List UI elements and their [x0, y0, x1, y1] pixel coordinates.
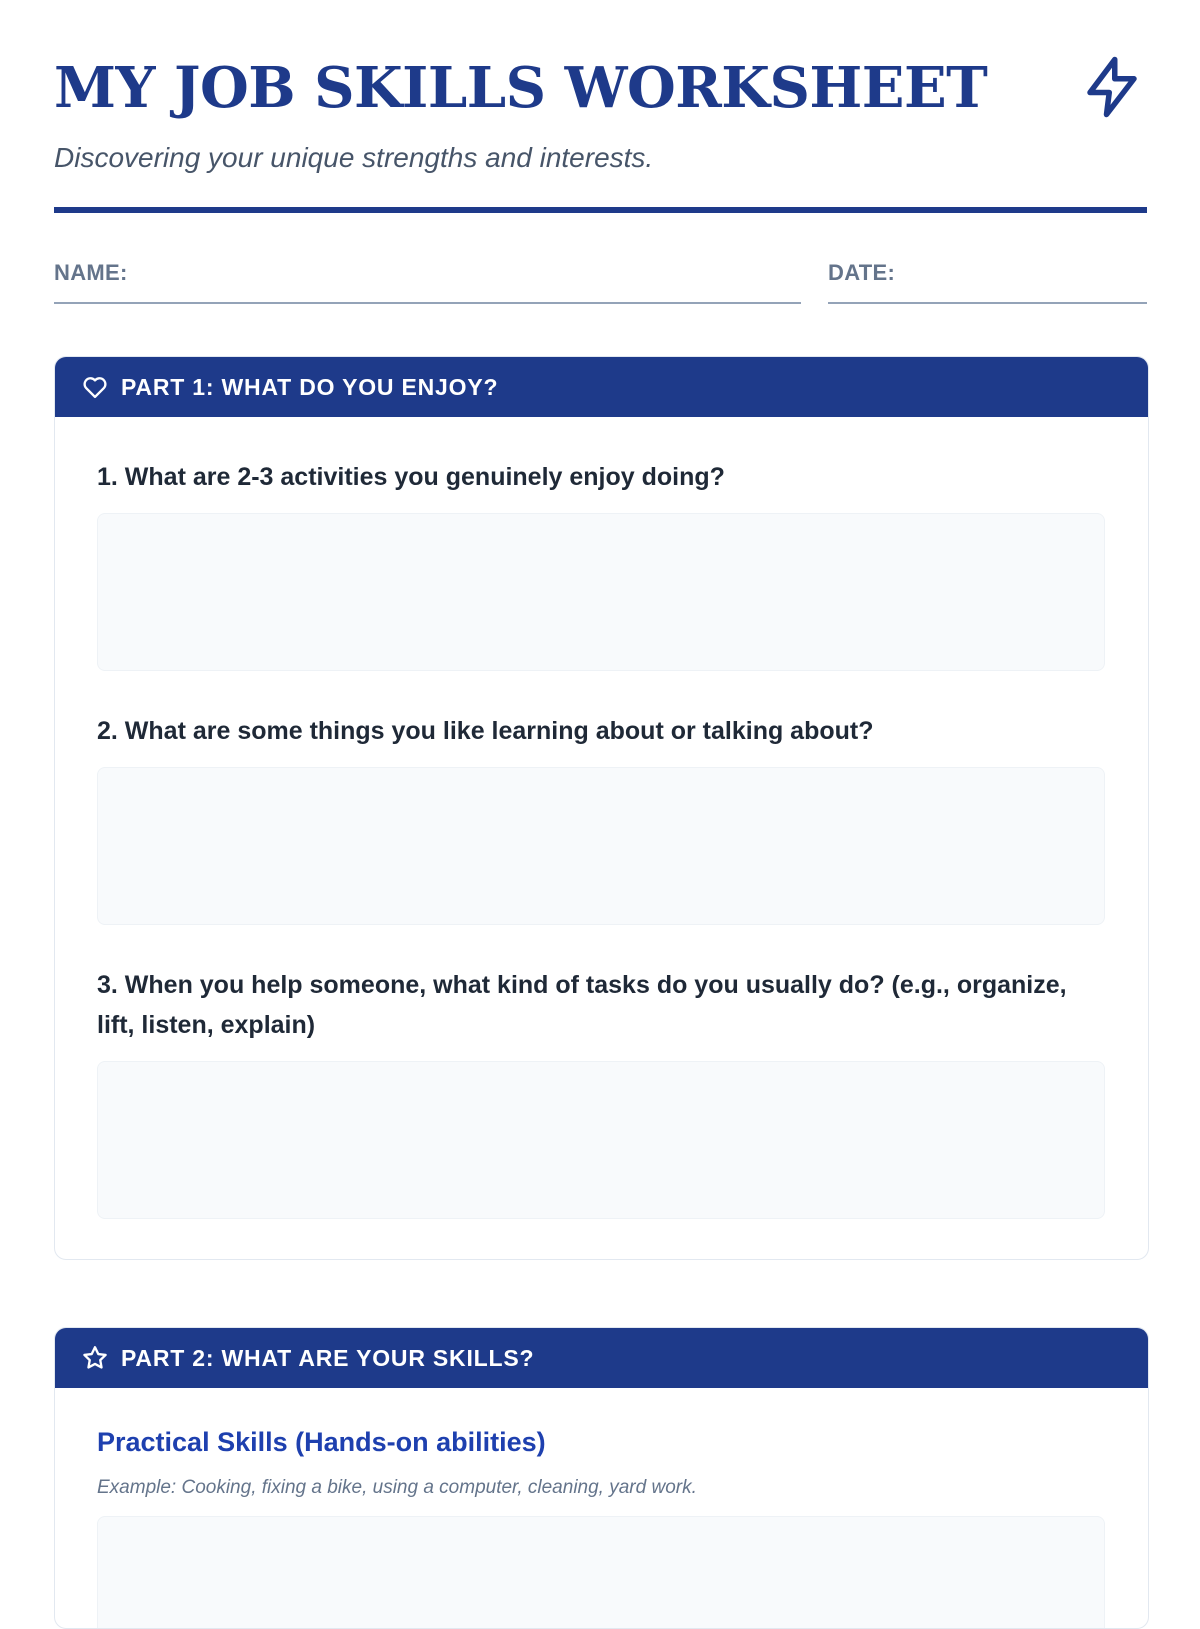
part2-title: PART 2: WHAT ARE YOUR SKILLS?: [121, 1345, 535, 1371]
question-2: 2. What are some things you like learning about or talking about?: [97, 717, 874, 745]
part2-section: [54, 1327, 1149, 1629]
heart-icon: [81, 373, 109, 401]
question-1: 1. What are 2-3 activities you genuinely enjoy doing?: [97, 463, 725, 491]
answer-box-3[interactable]: [97, 1061, 1105, 1219]
date-field[interactable]: [828, 250, 1147, 304]
worksheet-page: [54, 0, 1147, 1498]
answer-box-1[interactable]: [97, 513, 1105, 671]
part1-title: PART 1: WHAT DO YOU ENJOY?: [121, 374, 499, 400]
name-label: NAME:: [54, 260, 128, 285]
page-title: MY JOB SKILLS WORKSHEET: [54, 55, 988, 121]
star-icon: [81, 1344, 109, 1372]
lightning-bolt-icon: [1079, 54, 1145, 120]
worksheet-header: [54, 0, 1147, 216]
answer-box-2[interactable]: [97, 767, 1105, 925]
part1-section: [54, 356, 1149, 1260]
name-field[interactable]: [54, 250, 801, 304]
header-divider: [54, 207, 1147, 213]
practical-skills-example: Example: Cooking, fixing a bike, using a computer, cleaning, yard work.: [97, 1477, 697, 1498]
page-subtitle: Discovering your unique strengths and interests.: [54, 142, 654, 173]
part1-header: [55, 357, 1148, 417]
question-3: 3. When you help someone, what kind of tasks do you usually do? (e.g., organize, lift, listen, explain): [97, 971, 1067, 1039]
name-date-fields: [54, 250, 1147, 304]
part2-header: [55, 1328, 1148, 1388]
practical-skills-answer-box[interactable]: [97, 1516, 1105, 1629]
practical-skills-title: Practical Skills (Hands-on abilities): [97, 1427, 546, 1457]
date-label: DATE:: [828, 260, 896, 285]
